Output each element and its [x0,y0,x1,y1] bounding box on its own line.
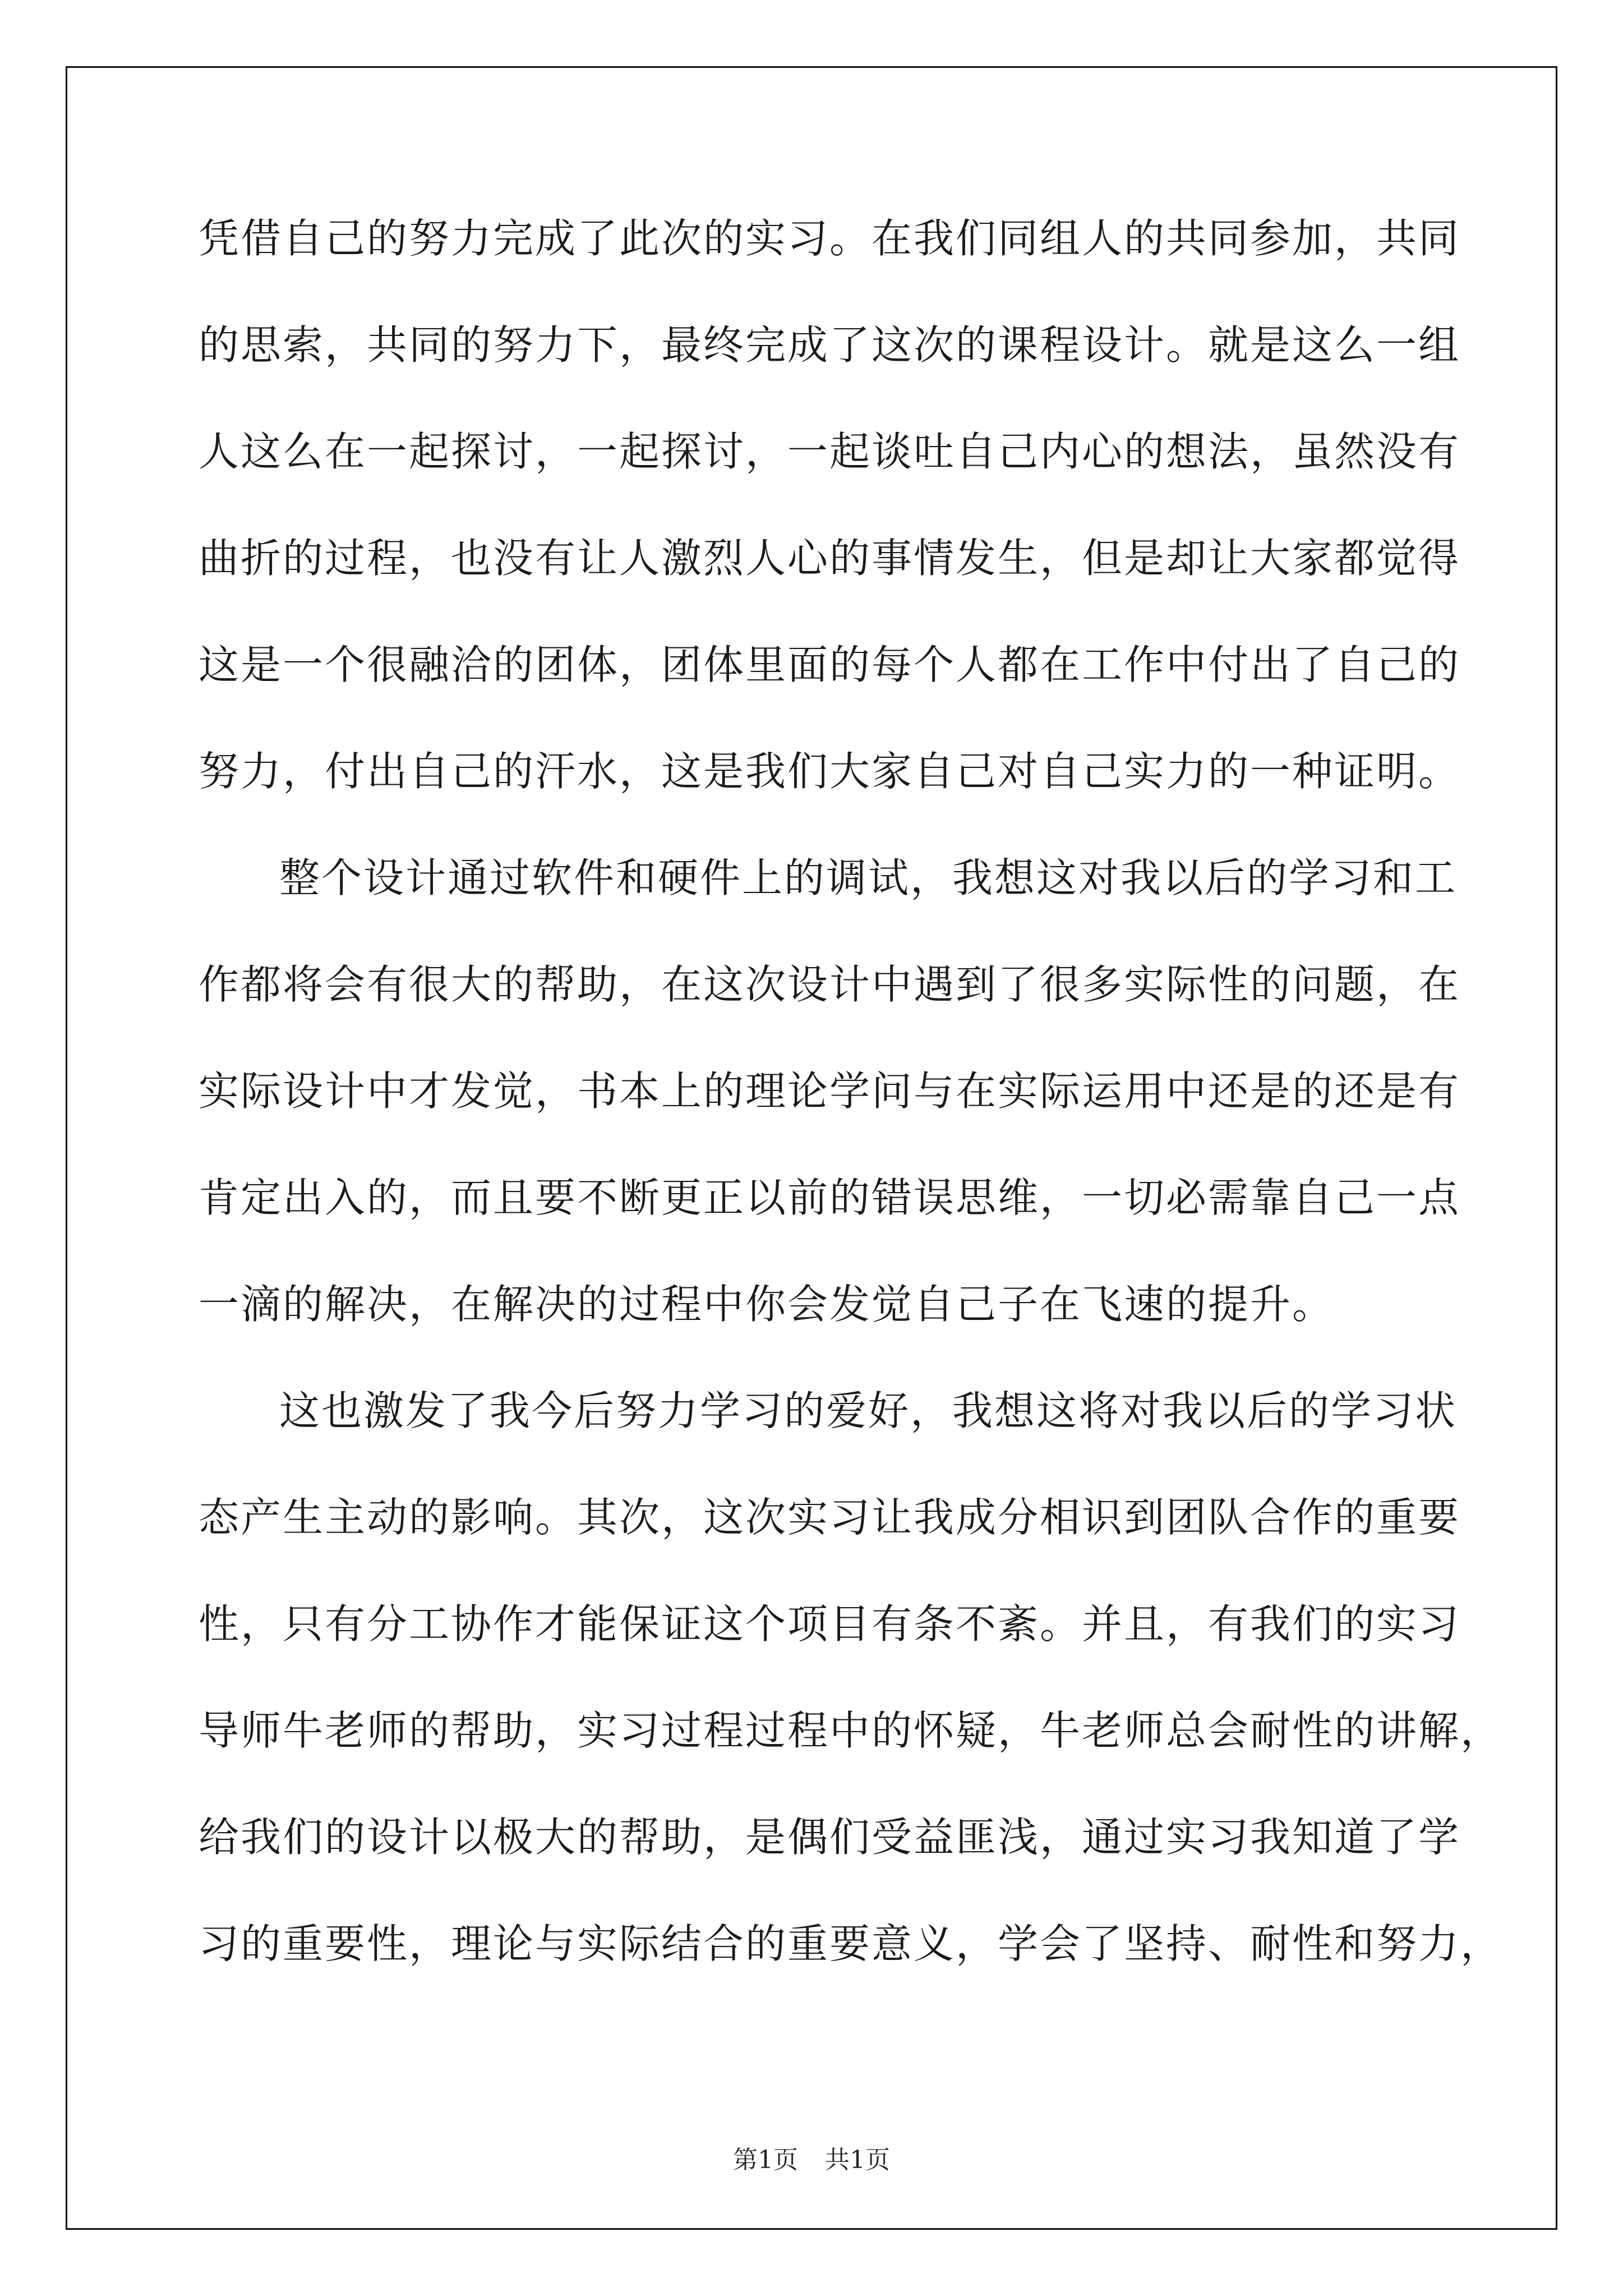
text-line-7: 整个设计通过软件和硬件上的调试，我想这对我以后的学习和工 [279,854,1458,901]
text-line-1: 凭借自己的努力完成了此次的实习。在我们同组人的共同参加，共同 [199,215,1461,262]
text-line-3: 人这么在一起探讨，一起探讨，一起谈吐自己内心的想法，虽然没有 [199,428,1461,475]
page-total: 共1页 [825,2146,890,2174]
text-line-17: 习的重要性，理论与实际结合的重要意义，学会了坚持、耐性和努力， [199,1920,1503,1967]
text-line-14: 性，只有分工协作才能保证这个项目有条不紊。并且，有我们的实习 [199,1600,1461,1648]
text-line-6: 努力，付出自己的汗水，这是我们大家自己对自己实力的一种证明。 [199,748,1461,795]
text-line-8: 作都将会有很大的帮助，在这次设计中遇到了很多实际性的问题，在 [199,961,1461,1008]
page-footer [0,2139,1623,2175]
text-line-12: 这也激发了我今后努力学习的爱好，我想这将对我以后的学习状 [279,1387,1458,1434]
text-line-4: 曲折的过程，也没有让人激烈人心的事情发生，但是却让大家都觉得 [199,535,1461,582]
text-line-5: 这是一个很融洽的团体，团体里面的每个人都在工作中付出了自己的 [199,641,1461,688]
text-line-2: 的思索，共同的努力下，最终完成了这次的课程设计。就是这么一组 [199,321,1461,369]
page-number: 第1页 [733,2146,798,2174]
document-body [199,215,1503,2031]
text-line-16: 给我们的设计以极大的帮助，是偶们受益匪浅，通过实习我知道了学 [199,1814,1461,1861]
text-line-15: 导师牛老师的帮助，实习过程过程中的怀疑，牛老师总会耐性的讲解， [199,1707,1503,1754]
text-line-9: 实际设计中才发觉，书本上的理论学问与在实际运用中还是的还是有 [199,1068,1461,1115]
text-line-13: 态产生主动的影响。其次，这次实习让我成分相识到团队合作的重要 [199,1494,1461,1541]
text-line-10: 肯定出入的，而且要不断更正以前的错误思维，一切必需靠自己一点 [199,1174,1461,1221]
text-line-11: 一滴的解决，在解决的过程中你会发觉自己子在飞速的提升。 [199,1281,1335,1328]
